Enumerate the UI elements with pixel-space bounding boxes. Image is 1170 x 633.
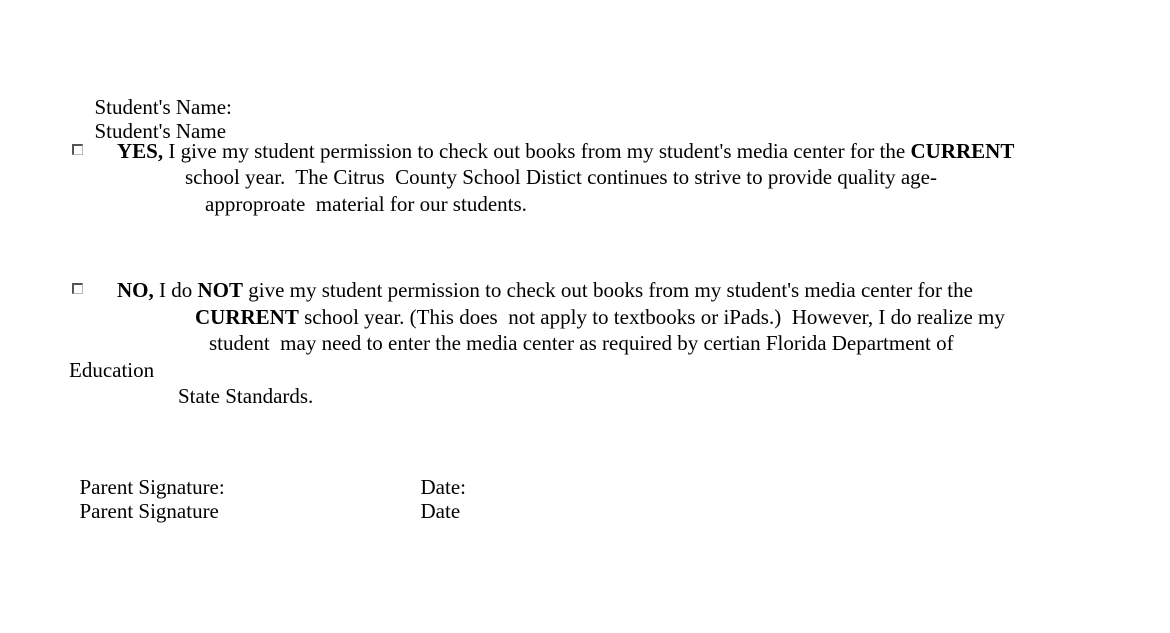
student-name-label: Student's Name: bbox=[94, 95, 232, 119]
yes-current-keyword: CURRENT bbox=[910, 139, 1015, 163]
yes-text-1: I give my student permission to check out books from my student's media center for the bbox=[163, 139, 911, 163]
no-option-line-2 bbox=[195, 305, 1005, 329]
no-option-line-4: Education bbox=[69, 358, 155, 382]
date-label: Date: bbox=[420, 475, 466, 499]
no-text-1: I do bbox=[153, 278, 198, 302]
no-option-line-3: student may need to enter the media center as required by certian Florida Department of bbox=[209, 331, 954, 355]
parent-signature-row bbox=[69, 451, 225, 523]
yes-option-line-2: school year. The Citrus County School Distict continues to strive to provide quality age- bbox=[185, 165, 938, 189]
yes-checkbox[interactable] bbox=[72, 144, 83, 155]
no-current-keyword: CURRENT bbox=[195, 305, 299, 329]
student-name-row bbox=[84, 71, 232, 143]
no-option-line-5: State Standards. bbox=[178, 384, 314, 408]
parent-signature-label: Parent Signature: bbox=[79, 475, 225, 499]
no-line-2-rest: school year. (This does not apply to textbooks or iPads.) However, I do realize my bbox=[298, 305, 1005, 329]
no-option-line-1 bbox=[117, 278, 973, 302]
no-not-keyword: NOT bbox=[197, 278, 244, 302]
no-text-2: give my student permission to check out books from my student's media center for the bbox=[243, 278, 973, 302]
yes-option-line-1 bbox=[117, 139, 1014, 163]
yes-keyword: YES, bbox=[117, 139, 164, 163]
yes-option-line-3: approproate material for our students. bbox=[205, 192, 527, 216]
date-row bbox=[410, 451, 466, 523]
date-field[interactable]: Date bbox=[420, 499, 461, 523]
no-checkbox[interactable] bbox=[72, 283, 83, 294]
parent-signature-field[interactable]: Parent Signature bbox=[79, 499, 219, 523]
student-name-field[interactable]: Student's Name bbox=[94, 119, 227, 143]
no-keyword: NO, bbox=[117, 278, 154, 302]
